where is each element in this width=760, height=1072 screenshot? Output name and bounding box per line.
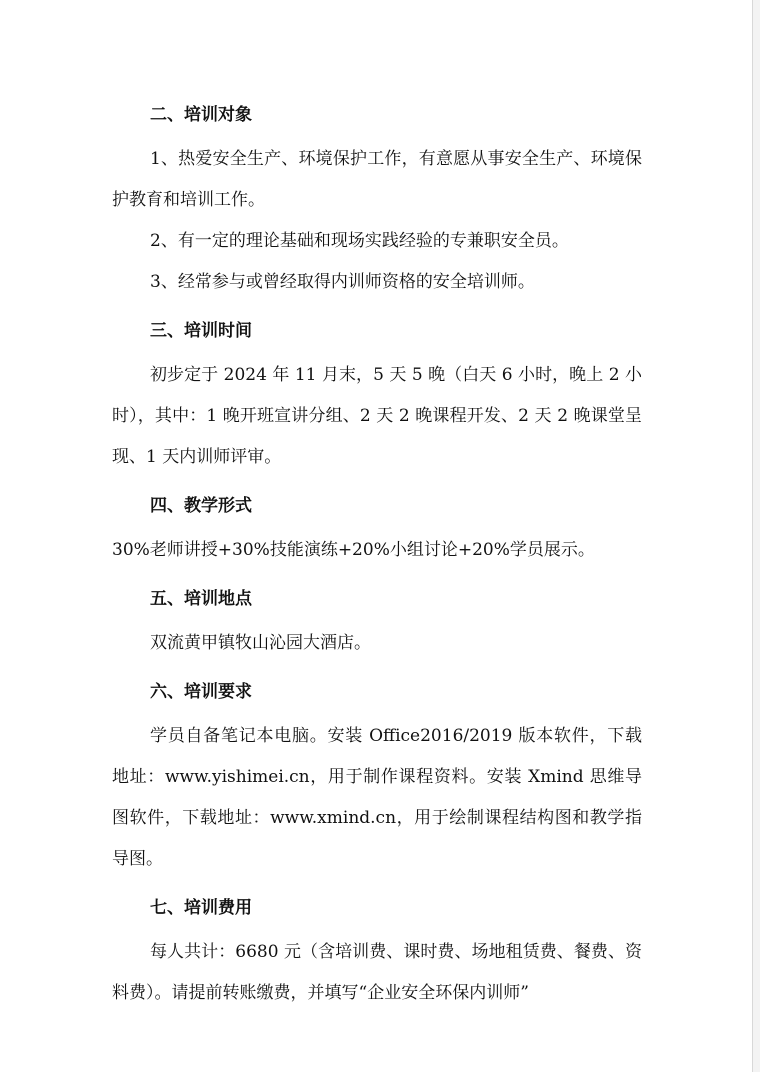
document-body — [112, 95, 642, 1014]
section-heading: 七、培训费用 — [150, 898, 252, 918]
paragraph: 学员自备笔记本电脑。安装 Office2016/2019 版本软件，下载地址：www.yishimei.cn，用于制作课程资料。安装 Xmind 思维导图软件，下载地址：www.xmind.cn，用于绘制课程结构图和教学指导图。 — [112, 726, 642, 869]
section-heading: 三、培训时间 — [150, 321, 252, 341]
paragraph: 30%老师讲授+30%技能演练+20%小组讨论+20%学员展示。 — [112, 540, 595, 560]
section-heading: 二、培训对象 — [150, 105, 252, 125]
section-location — [112, 579, 642, 664]
section-heading: 五、培训地点 — [150, 589, 252, 609]
paragraph: 1、热爱安全生产、环境保护工作，有意愿从事安全生产、环境保护教育和培训工作。 — [112, 149, 642, 210]
paragraph: 双流黄甲镇牧山沁园大酒店。 — [150, 633, 371, 653]
paragraph: 3、经常参与或曾经取得内训师资格的安全培训师。 — [150, 272, 535, 292]
section-trainees — [112, 95, 642, 303]
section-requirements — [112, 672, 642, 880]
paragraph: 每人共计：6680 元（含培训费、课时费、场地租赁费、餐费、资料费）。请提前转账缴费，并填写“企业安全环保内训师” — [112, 942, 642, 1003]
section-schedule — [112, 311, 642, 478]
section-teaching-format — [112, 486, 642, 571]
paragraph: 2、有一定的理论基础和现场实践经验的专兼职安全员。 — [150, 231, 569, 251]
section-heading: 六、培训要求 — [150, 682, 252, 702]
section-heading: 四、教学形式 — [150, 496, 252, 516]
paragraph: 初步定于 2024 年 11 月末，5 天 5 晚（白天 6 小时，晚上 2 小时），其中：1 晚开班宣讲分组、2 天 2 晚课程开发、2 天 2 晚课堂呈现、1 天内训师评审。 — [112, 365, 642, 467]
section-fees — [112, 888, 642, 1014]
